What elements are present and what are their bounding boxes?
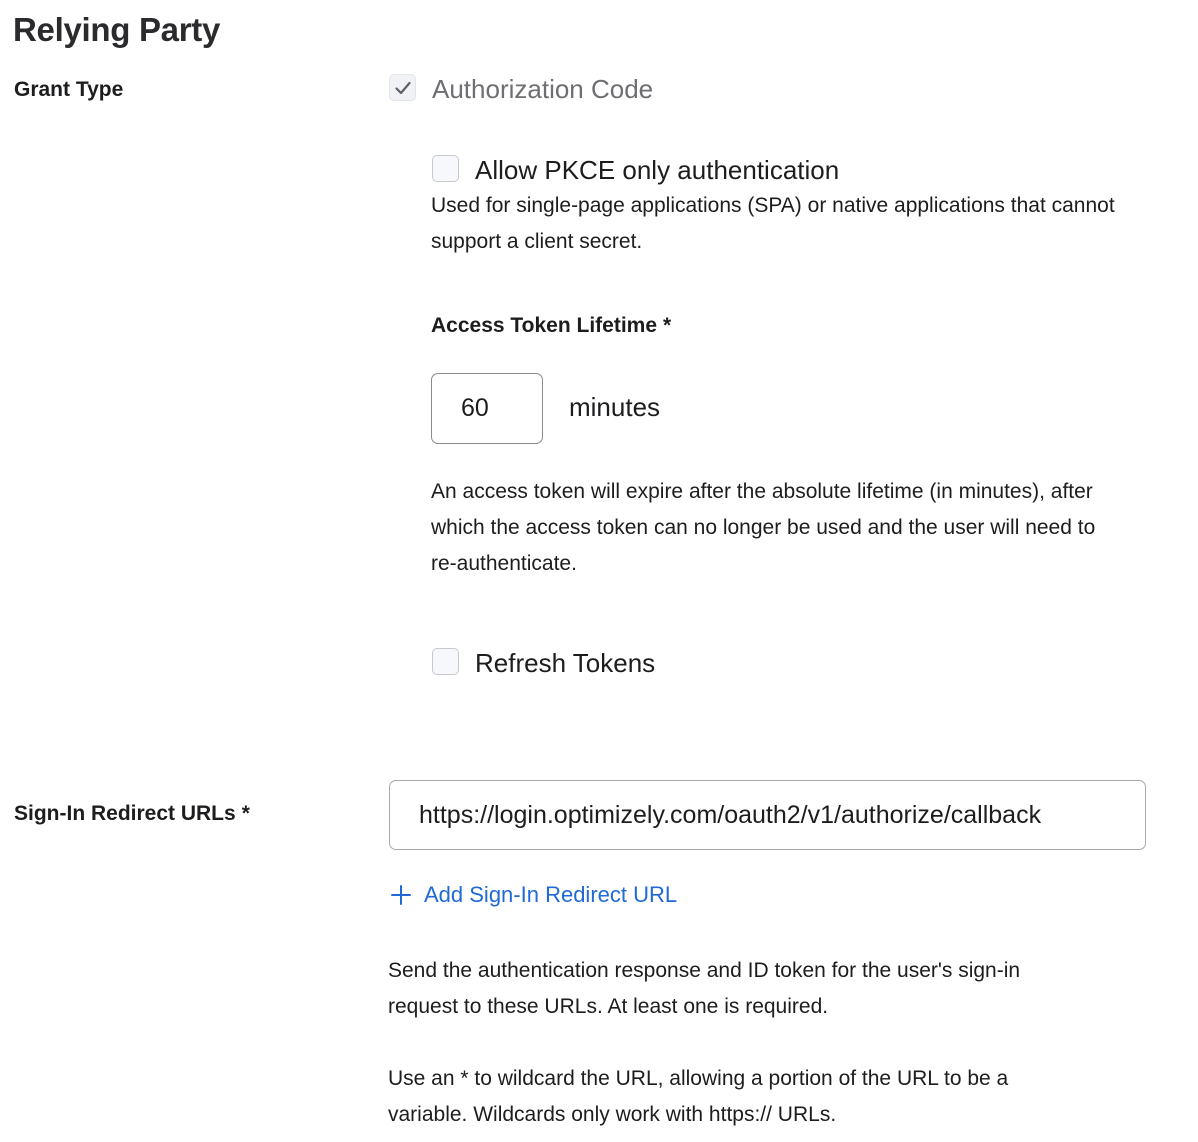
- pkce-checkbox[interactable]: [432, 155, 459, 182]
- sign-in-redirect-urls-label-text: Sign-In Redirect URLs: [14, 802, 236, 825]
- required-mark: *: [663, 314, 672, 337]
- refresh-tokens-checkbox[interactable]: [432, 648, 459, 675]
- access-token-lifetime-label-text: Access Token Lifetime: [431, 314, 658, 337]
- pkce-label: Allow PKCE only authentication: [475, 155, 840, 185]
- required-mark: *: [241, 802, 250, 825]
- add-redirect-url-button[interactable]: [390, 880, 677, 910]
- access-token-help-line-1: An access token will expire after the absolute lifetime (in minutes), after: [431, 480, 1093, 503]
- pkce-help-line-1: Used for single-page applications (SPA) or native applications that cannot: [431, 194, 1115, 217]
- redirect-help-2-line-2: variable. Wildcards only work with https:// URLs.: [388, 1103, 837, 1126]
- redirect-help-2-line-1: Use an * to wildcard the URL, allowing a portion of the URL to be a: [388, 1067, 1009, 1090]
- pkce-help-line-2: support a client secret.: [431, 230, 643, 253]
- redirect-help-1-line-1: Send the authentication response and ID token for the user's sign-in: [388, 959, 1021, 982]
- section-title: Relying Party: [13, 11, 221, 48]
- check-icon: [393, 78, 413, 98]
- minutes-unit-label: minutes: [569, 392, 661, 422]
- redirect-url-input[interactable]: [389, 780, 1146, 850]
- add-redirect-url-label: Add Sign-In Redirect URL: [424, 882, 678, 907]
- grant-type-label: Grant Type: [14, 78, 124, 101]
- plus-icon: [390, 884, 412, 906]
- access-token-lifetime-input[interactable]: [431, 373, 543, 444]
- access-token-help-line-2: which the access token can no longer be used and the user will need to: [431, 516, 1096, 539]
- sign-in-redirect-urls-label: [14, 801, 250, 827]
- access-token-lifetime-label: [431, 313, 671, 339]
- refresh-tokens-label: Refresh Tokens: [475, 648, 656, 678]
- redirect-help-1-line-2: request to these URLs. At least one is required.: [388, 995, 829, 1018]
- authorization-code-checkbox[interactable]: [389, 74, 416, 101]
- authorization-code-label: Authorization Code: [432, 74, 654, 104]
- access-token-help-line-3: re-authenticate.: [431, 552, 577, 575]
